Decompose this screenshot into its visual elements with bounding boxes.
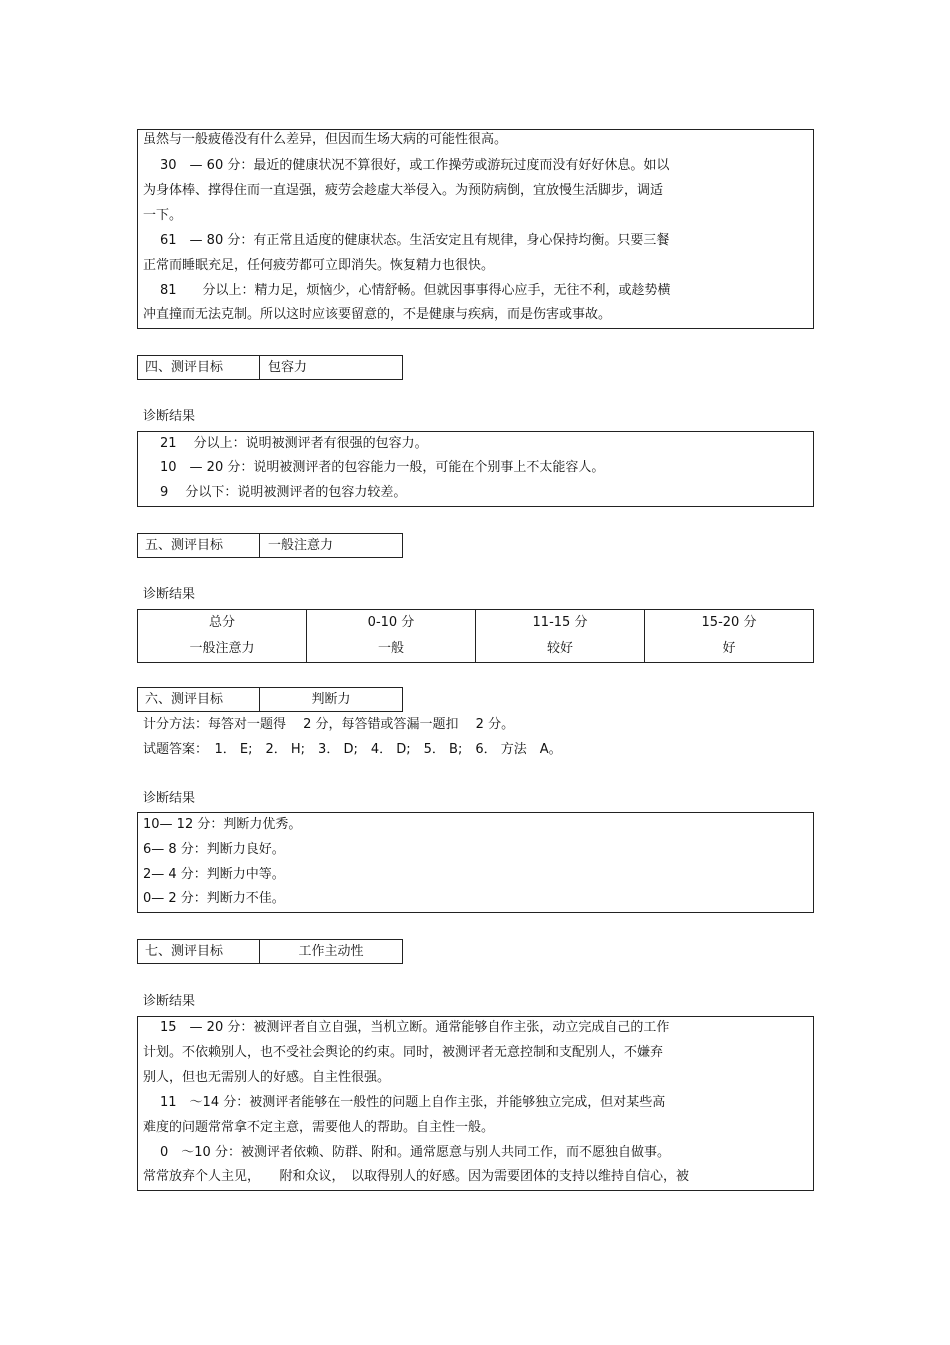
section6-line: 2— 4 分：判断力中等。 — [143, 867, 285, 882]
section3-line: 冲直撞而无法克制。所以这时应该要留意的，不是健康与疾病，而是伤害或事故。 — [143, 307, 612, 322]
section7-line: 难度的问题常常拿不定主意，需要他人的帮助。自主性一般。 — [143, 1120, 495, 1135]
section6-answers: 试题答案： 1． E; 2． H; 3． D; 4． D; 5． B; 6． 方法 A。 — [143, 742, 562, 757]
section3-line: 61 — 80 分：有正常且适度的健康状态。生活安定且有规律，身心保持均衡。只要三餐 — [160, 233, 670, 248]
section7-line: 别人，但也无需别人的好感。自主性很强。 — [143, 1070, 391, 1085]
section6-line: 6— 8 分：判断力良好。 — [143, 842, 285, 857]
section7-line: 常常放弃个人主见， 附和众议， 以取得别人的好感。因为需要团体的支持以维持自信心，被 — [143, 1169, 690, 1184]
attention-table — [137, 609, 814, 663]
section7-line: 计划。不依赖别人，也不受社会舆论的约束。同时，被测评者无意控制和支配别人，不嫌弃 — [143, 1045, 664, 1060]
section5-result-title: 诊断结果 — [143, 587, 196, 602]
section3-line: 一下。 — [143, 208, 183, 223]
section7-line: 15 — 20 分：被测评者自立自强，当机立断。通常能够自作主张，动立完成自己的工作 — [160, 1020, 670, 1035]
attention-header-cell: 总分 一般注意力 — [138, 610, 307, 663]
attention-header-cell: 15-20 分 好 — [645, 610, 814, 663]
section4-line: 21 分以上：说明被测评者有很强的包容力。 — [160, 436, 428, 451]
section3-line: 81 分以上：精力足，烦恼少，心情舒畅。但就因事事得心应手，无往不利，或趁势横 — [160, 283, 671, 298]
section7-target: 工作主动性 — [298, 944, 364, 959]
attention-header-cell: 0-10 分 一般 — [307, 610, 476, 663]
section3-line: 正常而睡眠充足，任何疲劳都可立即消失。恢复精力也很快。 — [143, 258, 495, 273]
section6-result-title: 诊断结果 — [143, 791, 196, 806]
section4-line: 10 — 20 分：说明被测评者的包容能力一般，可能在个别事上不太能容人。 — [160, 460, 605, 475]
section5-target-box — [137, 533, 403, 558]
section5-target: 一般注意力 — [268, 538, 334, 553]
section4-target-box — [137, 355, 403, 380]
section7-line: 11 ～14 分：被测评者能够在一般性的问题上自作主张，并能够独立完成，但对某些高 — [160, 1095, 666, 1110]
section6-target-box — [137, 687, 403, 712]
section3-line: 为身体棒、撑得住而一直逞强，疲劳会趁虚大举侵入。为预防病倒，宜放慢生活脚步，调适 — [143, 183, 664, 198]
attention-header-cell: 11-15 分 较好 — [476, 610, 645, 663]
section6-target: 判断力 — [311, 692, 351, 707]
section6-scoring: 计分方法：每答对一题得 2 分，每答错或答漏一题扣 2 分。 — [143, 717, 515, 732]
section5-label: 五、测评目标 — [138, 534, 260, 557]
section4-result-title: 诊断结果 — [143, 409, 196, 424]
section6-line: 10— 12 分：判断力优秀。 — [143, 817, 302, 832]
section6-label: 六、测评目标 — [138, 688, 260, 711]
section7-target-box — [137, 939, 403, 964]
section4-line: 9 分以下：说明被测评者的包容力较差。 — [160, 485, 407, 500]
section3-line: 虽然与一般疲倦没有什么差异，但因而生场大病的可能性很高。 — [143, 132, 508, 147]
section7-result-title: 诊断结果 — [143, 994, 196, 1009]
section7-label: 七、测评目标 — [138, 940, 260, 963]
section4-target: 包容力 — [268, 360, 308, 375]
section3-line: 30 — 60 分：最近的健康状况不算很好，或工作操劳或游玩过度而没有好好休息。如以 — [160, 158, 670, 173]
section6-line: 0— 2 分：判断力不佳。 — [143, 891, 285, 906]
section7-line: 0 ～10 分：被测评者依赖、防群、附和。通常愿意与别人共同工作，而不愿独自做事。 — [160, 1145, 670, 1160]
section4-label: 四、测评目标 — [138, 356, 260, 379]
